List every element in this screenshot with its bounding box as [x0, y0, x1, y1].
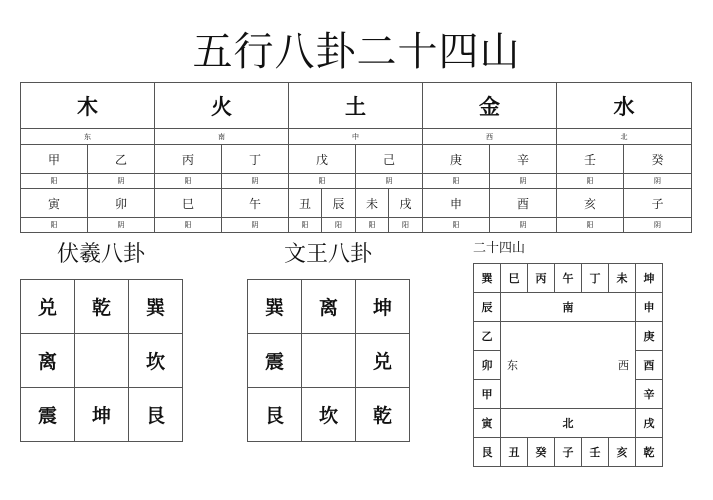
direction-west: 西 [423, 129, 557, 145]
trigram-cell: 艮 [248, 388, 302, 442]
trigram-cell: 坤 [75, 388, 129, 442]
branch-cell: 丑 [289, 189, 322, 218]
page-title: 五行八卦二十四山 [192, 29, 521, 75]
mountain-cell: 巽 [474, 264, 501, 293]
mountain-cell: 戌 [636, 409, 663, 438]
direction-north-label: 北 [528, 409, 609, 438]
stem-yinyang: 阳 [423, 174, 490, 189]
stem-cell: 乙 [88, 145, 155, 174]
trigram-cell: 乾 [75, 280, 129, 334]
element-fire: 火 [155, 83, 289, 129]
branch-cell: 卯 [88, 189, 155, 218]
branch-yinyang: 阴 [490, 218, 557, 233]
branch-yinyang: 阳 [21, 218, 88, 233]
mountain-cell: 午 [555, 264, 582, 293]
branch-yinyang: 阴 [624, 218, 692, 233]
mountain-cell: 丁 [582, 264, 609, 293]
mountain-cell: 庚 [636, 322, 663, 351]
direction-north: 北 [557, 129, 692, 145]
element-wood: 木 [21, 83, 155, 129]
mountain-cell: 巳 [501, 264, 528, 293]
fuxi-bagua-grid [20, 279, 183, 442]
mountain-cell: 乙 [474, 322, 501, 351]
trigram-cell: 巽 [248, 280, 302, 334]
stem-cell: 辛 [490, 145, 557, 174]
element-earth: 土 [289, 83, 423, 129]
branch-yinyang: 阳 [423, 218, 490, 233]
mountain-cell: 亥 [609, 438, 636, 467]
branch-yinyang: 阳 [322, 218, 356, 233]
mountain-cell: 未 [609, 264, 636, 293]
element-metal: 金 [423, 83, 557, 129]
mountain-cell: 辰 [474, 293, 501, 322]
direction-east-label: 东 [507, 359, 518, 372]
wuxing-table [20, 82, 692, 233]
branch-cell: 辰 [322, 189, 356, 218]
wenwang-bagua-title: 文王八卦 [283, 242, 372, 267]
branch-yinyang: 阳 [155, 218, 222, 233]
wenwang-bagua-grid [247, 279, 410, 442]
stem-cell: 丁 [222, 145, 289, 174]
inner-center [501, 322, 636, 409]
branch-yinyang: 阳 [389, 218, 423, 233]
stem-yinyang: 阴 [356, 174, 423, 189]
mountain-cell: 丙 [528, 264, 555, 293]
stem-yinyang: 阳 [557, 174, 624, 189]
direction-center: 中 [289, 129, 423, 145]
mountain-cell: 寅 [474, 409, 501, 438]
stem-yinyang: 阴 [88, 174, 155, 189]
stem-cell: 癸 [624, 145, 692, 174]
stem-cell: 庚 [423, 145, 490, 174]
direction-south-label: 南 [528, 293, 609, 322]
inner-cell [609, 409, 636, 438]
trigram-cell: 震 [248, 334, 302, 388]
direction-west-label: 西 [618, 359, 629, 372]
trigram-cell: 乾 [356, 388, 410, 442]
mountain-cell: 癸 [528, 438, 555, 467]
trigram-cell: 巽 [129, 280, 183, 334]
mountain-cell: 乾 [636, 438, 663, 467]
stem-cell: 甲 [21, 145, 88, 174]
mountain-cell: 丑 [501, 438, 528, 467]
trigram-cell: 艮 [129, 388, 183, 442]
stem-cell: 丙 [155, 145, 222, 174]
branch-cell: 申 [423, 189, 490, 218]
mountain-cell: 辛 [636, 380, 663, 409]
direction-east: 东 [21, 129, 155, 145]
stem-cell: 己 [356, 145, 423, 174]
mountain-cell: 酉 [636, 351, 663, 380]
trigram-cell: 兑 [356, 334, 410, 388]
stem-yinyang: 阴 [222, 174, 289, 189]
stem-yinyang: 阳 [21, 174, 88, 189]
branch-cell: 酉 [490, 189, 557, 218]
inner-cell [501, 409, 528, 438]
stem-cell: 壬 [557, 145, 624, 174]
trigram-cell: 兑 [21, 280, 75, 334]
stem-yinyang: 阳 [289, 174, 356, 189]
trigram-center-cell [75, 334, 129, 388]
mountain-cell: 坤 [636, 264, 663, 293]
mountain-cell: 申 [636, 293, 663, 322]
trigram-cell: 坤 [356, 280, 410, 334]
stem-yinyang: 阳 [155, 174, 222, 189]
branch-cell: 午 [222, 189, 289, 218]
branch-yinyang: 阴 [222, 218, 289, 233]
twenty-four-mountains-grid [473, 263, 663, 467]
fuxi-bagua-title: 伏羲八卦 [56, 242, 145, 267]
trigram-cell: 离 [302, 280, 356, 334]
branch-yinyang: 阳 [289, 218, 322, 233]
direction-south: 南 [155, 129, 289, 145]
trigram-cell: 坎 [129, 334, 183, 388]
trigram-center-cell [302, 334, 356, 388]
branch-cell: 未 [356, 189, 389, 218]
branch-cell: 子 [624, 189, 692, 218]
stem-cell: 戊 [289, 145, 356, 174]
inner-cell [609, 293, 636, 322]
branch-yinyang: 阳 [557, 218, 624, 233]
trigram-cell: 坎 [302, 388, 356, 442]
branch-cell: 寅 [21, 189, 88, 218]
mountain-cell: 卯 [474, 351, 501, 380]
branch-cell: 亥 [557, 189, 624, 218]
branch-cell: 巳 [155, 189, 222, 218]
trigram-cell: 离 [21, 334, 75, 388]
branch-yinyang: 阴 [88, 218, 155, 233]
branch-yinyang: 阳 [356, 218, 389, 233]
mountain-cell: 子 [555, 438, 582, 467]
stem-yinyang: 阴 [490, 174, 557, 189]
mountain-cell: 艮 [474, 438, 501, 467]
mountain-cell: 壬 [582, 438, 609, 467]
trigram-cell: 震 [21, 388, 75, 442]
stem-yinyang: 阴 [624, 174, 692, 189]
branch-cell: 戌 [389, 189, 423, 218]
mountain-cell: 甲 [474, 380, 501, 409]
element-water: 水 [557, 83, 692, 129]
inner-cell [501, 293, 528, 322]
mountains-title: 二十四山 [473, 241, 526, 256]
